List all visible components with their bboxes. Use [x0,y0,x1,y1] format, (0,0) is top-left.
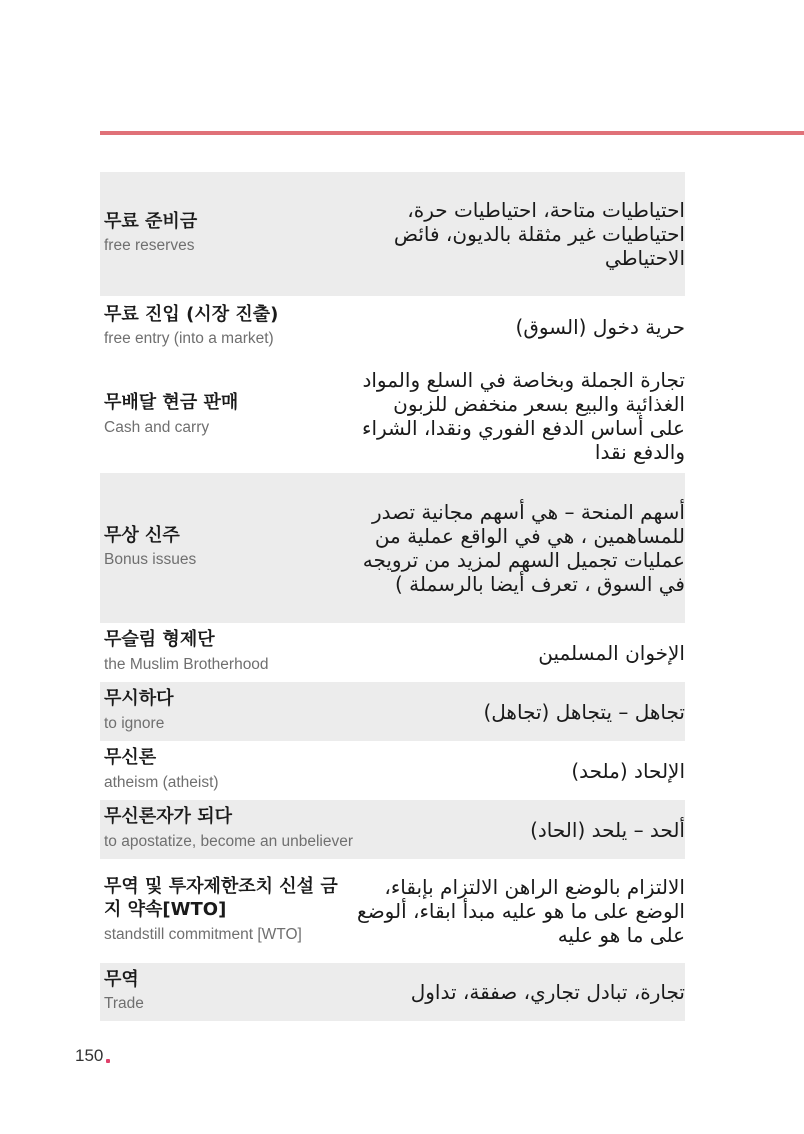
glossary-row [100,623,685,682]
glossary-table [100,172,685,1021]
korean-term: 무배달 현금 판매 [104,392,239,414]
english-term: free entry (into a market) [104,330,274,348]
arabic-translation: الالتزام بالوضع الراهن الالتزام بإبقاء، الوضع على ما هو عليه مبدأ ابقاء، ألوضع على ما هو عليه [357,875,685,947]
term-korean-cell [104,210,197,259]
glossary-row [100,473,685,623]
english-term: free reserves [104,237,195,255]
term-korean-cell [104,628,269,677]
english-term: Bonus issues [104,551,197,569]
term-korean-cell [104,746,219,795]
glossary-row [100,741,685,800]
english-term: the Muslim Brotherhood [104,655,269,673]
page-number: 150 [75,1046,104,1065]
korean-term: 무역 [104,968,139,990]
term-korean-cell [104,524,196,573]
glossary-row [100,963,685,1021]
korean-term: 무상 신주 [104,524,180,546]
arabic-translation: حرية دخول (السوق) [515,315,685,339]
term-korean-cell [104,687,174,736]
glossary-row [100,296,685,358]
arabic-translation: تجارة، تبادل تجاري، صفقة، تداول [410,980,685,1004]
english-term: Trade [104,995,144,1013]
korean-term: 무신론자가 되다 [104,806,232,828]
glossary-row [100,800,685,859]
arabic-translation: الإلحاد (ملحد) [571,758,685,783]
arabic-translation: تجارة الجملة وبخاصة في السلع والمواد الغذائية والبيع بسعر منخفض للزبون على أساس الدفع الفوري ونقدا، الشراء والدفع نقدا [362,367,685,464]
glossary-row [100,682,685,741]
term-korean-cell [104,875,354,948]
arabic-translation: تجاهل – يتجاهل (تجاهل) [483,699,685,724]
korean-term: 무신론 [104,747,157,769]
english-term: to apostatize, become an unbeliever [104,832,354,850]
glossary-row [100,172,685,296]
korean-term: 무료 진입 (시장 진출) [104,303,279,325]
arabic-translation: ألحد – يلحد (الحاد) [530,817,685,842]
english-term: to ignore [104,714,165,732]
arabic-translation: أسهم المنحة – هي أسهم مجانية تصدر للمساهمين ، هي في الواقع عملية من عمليات تجميل السهم لمزيد من ترويجه في السوق ، تعرف أيضا بالرسملة ) [362,500,685,596]
english-term: Cash and carry [104,418,210,436]
header-rule [100,131,804,135]
arabic-translation: الإخوان المسلمين [538,640,685,665]
korean-term: 무시하다 [104,688,174,710]
english-term: atheism (atheist) [104,773,219,791]
glossary-row [100,859,685,963]
glossary-row [100,358,685,473]
page-number-dot [106,1059,110,1063]
term-korean-cell [104,391,238,440]
korean-term: 무슬림 형제단 [104,629,215,651]
english-term: standstill commitment [WTO] [104,926,302,944]
term-korean-cell [104,303,278,352]
arabic-translation: احتياطيات متاحة، احتياطيات حرة، احتياطيات غير مثقلة بالديون، فائض الاحتياطي [393,198,685,270]
term-korean-cell [104,805,353,854]
term-korean-cell [104,968,144,1017]
korean-term: 무료 준비금 [104,210,198,232]
korean-term: 무역 및 투자제한조치 신설 금지 약속[WTO] [104,875,338,921]
